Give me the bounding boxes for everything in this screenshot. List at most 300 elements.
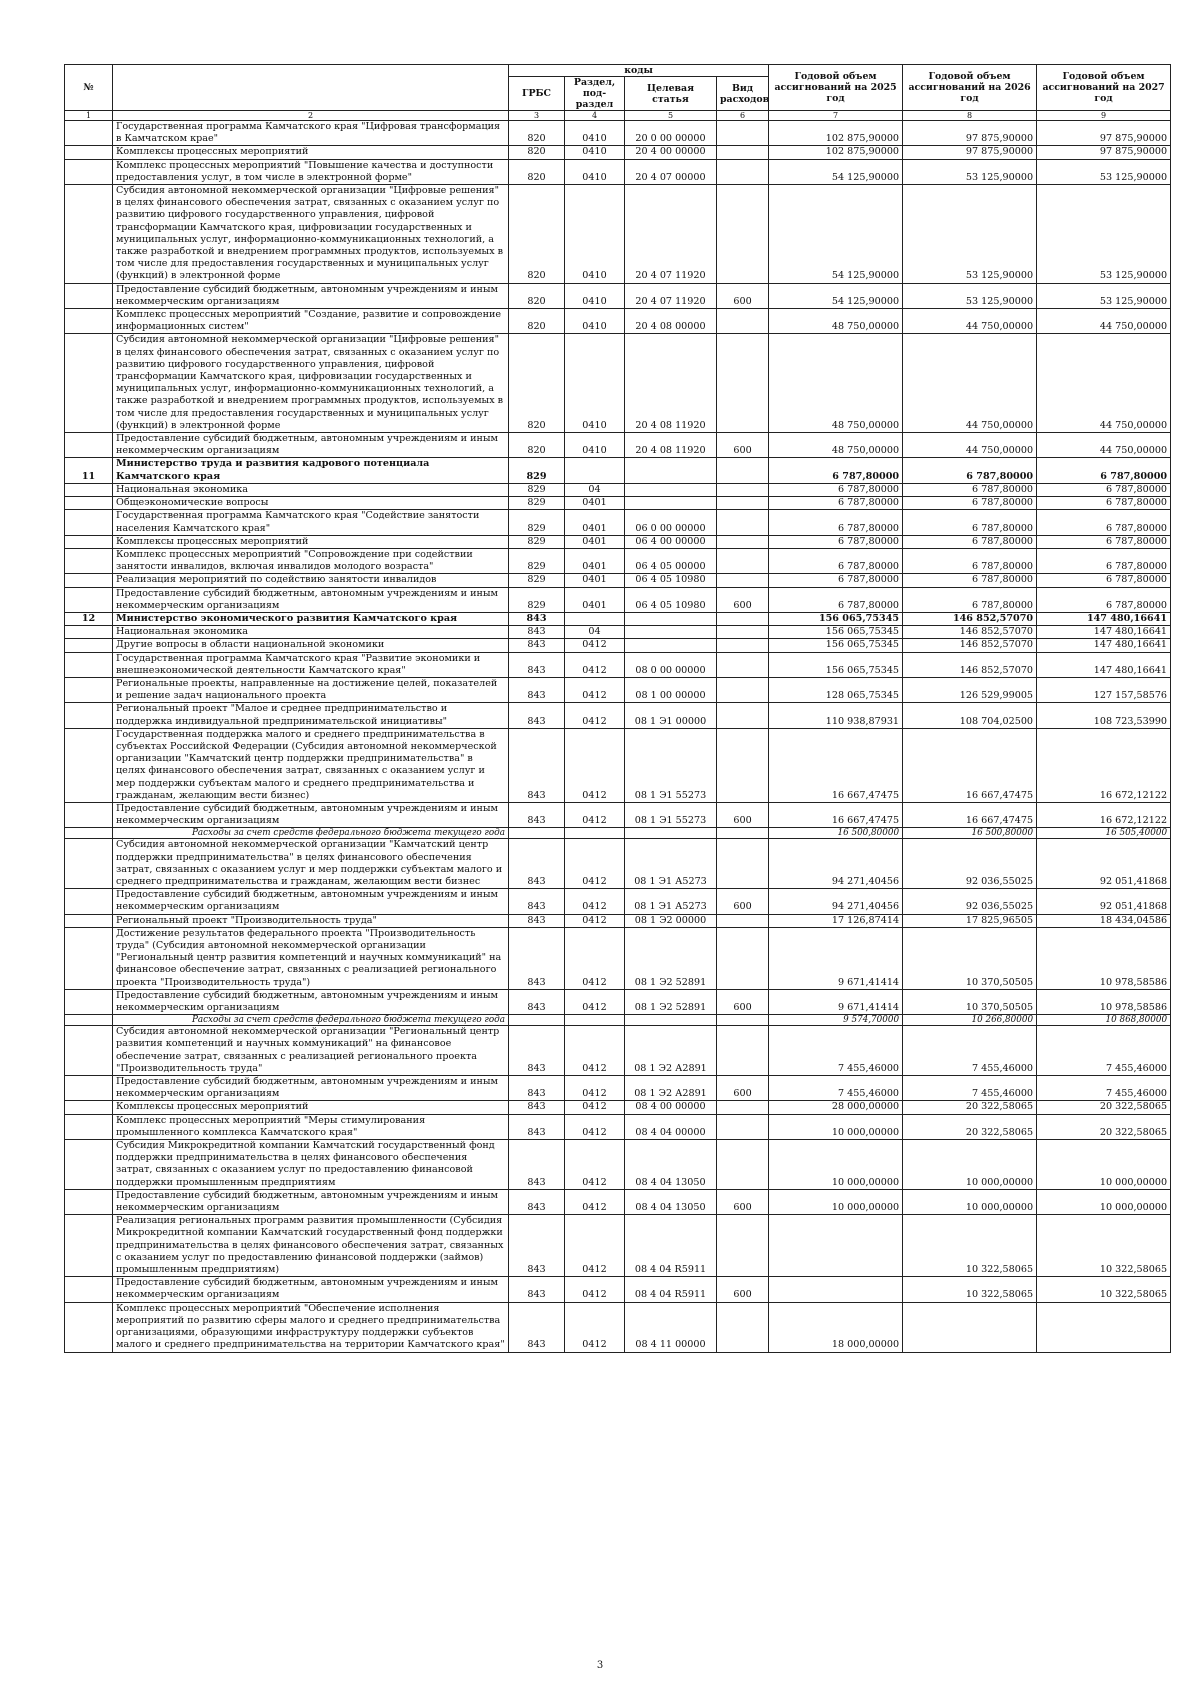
row-number (65, 639, 113, 652)
table-body (65, 121, 1171, 1353)
row-2025: 6 787,80000 (769, 587, 903, 612)
header-section: Раздел, под-раздел (565, 77, 625, 111)
row-kind: 600 (717, 889, 769, 914)
row-number (65, 1101, 113, 1114)
row-2027: 6 787,80000 (1037, 497, 1171, 510)
table-row (65, 889, 1171, 914)
row-2027: 147 480,16641 (1037, 612, 1171, 625)
row-grbs: 843 (509, 989, 565, 1014)
table-row (65, 802, 1171, 827)
row-2025: 54 125,90000 (769, 283, 903, 308)
row-grbs: 843 (509, 889, 565, 914)
row-2025: 28 000,00000 (769, 1101, 903, 1114)
table-row (65, 159, 1171, 184)
row-kind (717, 159, 769, 184)
row-2025: 6 787,80000 (769, 574, 903, 587)
table-row (65, 146, 1171, 159)
row-2026: 146 852,57070 (903, 626, 1037, 639)
index-cell: 8 (903, 111, 1037, 121)
row-target: 20 0 00 00000 (625, 121, 717, 146)
row-2027: 44 750,00000 (1037, 309, 1171, 334)
row-grbs: 820 (509, 159, 565, 184)
table-row (65, 497, 1171, 510)
row-2025: 6 787,80000 (769, 510, 903, 535)
header-2027: Годовой объем ассигнований на 2027 год (1037, 65, 1171, 111)
row-section: 0410 (565, 433, 625, 458)
row-grbs: 829 (509, 587, 565, 612)
row-number (65, 483, 113, 496)
row-grbs: 843 (509, 1076, 565, 1101)
row-grbs: 843 (509, 1101, 565, 1114)
row-2027: 16 672,12122 (1037, 802, 1171, 827)
row-section: 0401 (565, 510, 625, 535)
row-number (65, 1215, 113, 1277)
row-target: 08 4 11 00000 (625, 1302, 717, 1352)
row-name: Общеэкономические вопросы (113, 497, 509, 510)
row-kind (717, 510, 769, 535)
row-name: Государственная программа Камчатского края "Развитие экономики и внешнеэкономической деятельности Камчатского края" (113, 652, 509, 677)
row-section: 0412 (565, 1114, 625, 1139)
row-2026: 97 875,90000 (903, 146, 1037, 159)
row-2025: 16 667,47475 (769, 802, 903, 827)
row-name: Предоставление субсидий бюджетным, автономным учреждениям и иным некоммерческим организациям (113, 1277, 509, 1302)
row-kind (717, 1140, 769, 1190)
table-row (65, 1140, 1171, 1190)
row-target: 08 4 00 00000 (625, 1101, 717, 1114)
row-name: Субсидия Микрокредитной компании Камчатский государственный фонд поддержки предпринимательства в целях финансового обеспечения затрат, связанных с оказанием услуг по предоставлению финансовой поддержки промышленным предприятиям (113, 1140, 509, 1190)
row-2025: 18 000,00000 (769, 1302, 903, 1352)
row-target (625, 497, 717, 510)
row-2027: 92 051,41868 (1037, 889, 1171, 914)
row-2027: 147 480,16641 (1037, 639, 1171, 652)
header-2025: Годовой объем ассигнований на 2025 год (769, 65, 903, 111)
row-2026: 17 825,96505 (903, 914, 1037, 927)
row-kind (717, 914, 769, 927)
table-row (65, 1189, 1171, 1214)
row-target: 08 1 Э2 А2891 (625, 1076, 717, 1101)
row-name: Комплекс процессных мероприятий "Повышение качества и доступности предоставления услуг, в том числе в электронной форме" (113, 159, 509, 184)
row-target: 06 0 00 00000 (625, 510, 717, 535)
row-number (65, 433, 113, 458)
row-name: Комплексы процессных мероприятий (113, 535, 509, 548)
budget-sheet (64, 64, 1170, 1353)
row-2027: 6 787,80000 (1037, 548, 1171, 573)
row-name: Государственная поддержка малого и среднего предпринимательства в субъектах Российской Федерации (Субсидия автономной некоммерческой организации "Камчатский центр поддержки предпринимательства" в целях финансового обеспечения затрат, связанных с оказанием услуг и мер поддержки субъектам малого и среднего предпринимательства и гражданам, желающим вести бизнес) (113, 728, 509, 802)
row-kind (717, 1015, 769, 1026)
row-number (65, 1277, 113, 1302)
row-number: 11 (65, 458, 113, 483)
row-target: 20 4 07 11920 (625, 283, 717, 308)
row-2027: 6 787,80000 (1037, 535, 1171, 548)
row-2025 (769, 1215, 903, 1277)
row-name: Реализация мероприятий по содействию занятости инвалидов (113, 574, 509, 587)
row-kind: 600 (717, 802, 769, 827)
row-2026: 20 322,58065 (903, 1114, 1037, 1139)
table-row (65, 510, 1171, 535)
row-target: 08 4 04 R5911 (625, 1277, 717, 1302)
row-grbs: 843 (509, 703, 565, 728)
row-section: 0412 (565, 1026, 625, 1076)
row-2025: 6 787,80000 (769, 548, 903, 573)
row-section: 0401 (565, 497, 625, 510)
header-target: Целевая статья (625, 77, 717, 111)
row-target: 20 4 00 00000 (625, 146, 717, 159)
row-2027: 10 978,58586 (1037, 927, 1171, 989)
row-2026: 6 787,80000 (903, 510, 1037, 535)
row-name: Региональный проект "Производительность труда" (113, 914, 509, 927)
row-grbs: 843 (509, 802, 565, 827)
header-name (113, 65, 509, 111)
row-2025: 48 750,00000 (769, 433, 903, 458)
row-2026: 6 787,80000 (903, 574, 1037, 587)
row-number (65, 1015, 113, 1026)
row-number (65, 334, 113, 433)
federal-funds-row (65, 1015, 1171, 1026)
row-target (625, 458, 717, 483)
row-grbs: 843 (509, 1302, 565, 1352)
table-row (65, 914, 1171, 927)
row-target: 20 4 07 00000 (625, 159, 717, 184)
row-2026: 10 370,50505 (903, 989, 1037, 1014)
row-2026: 16 667,47475 (903, 802, 1037, 827)
row-2027: 44 750,00000 (1037, 433, 1171, 458)
row-number (65, 1140, 113, 1190)
row-number (65, 1026, 113, 1076)
row-2027: 20 322,58065 (1037, 1114, 1171, 1139)
row-name: Предоставление субсидий бюджетным, автономным учреждениям и иным некоммерческим организациям (113, 889, 509, 914)
row-number (65, 989, 113, 1014)
table-row (65, 639, 1171, 652)
row-2027: 10 000,00000 (1037, 1140, 1171, 1190)
row-2025: 48 750,00000 (769, 309, 903, 334)
row-grbs: 820 (509, 309, 565, 334)
row-kind (717, 483, 769, 496)
row-kind (717, 1101, 769, 1114)
row-target: 08 1 Э1 А5273 (625, 839, 717, 889)
row-section: 0412 (565, 914, 625, 927)
row-2026: 44 750,00000 (903, 334, 1037, 433)
row-number (65, 889, 113, 914)
row-name: Предоставление субсидий бюджетным, автономным учреждениям и иным некоммерческим организациям (113, 587, 509, 612)
row-grbs (509, 1015, 565, 1026)
row-target: 08 1 Э1 55273 (625, 802, 717, 827)
row-2025: 6 787,80000 (769, 483, 903, 496)
row-2025: 102 875,90000 (769, 121, 903, 146)
page-number: 3 (596, 1660, 604, 1671)
table-row (65, 1277, 1171, 1302)
row-target (625, 626, 717, 639)
row-2025: 110 938,87931 (769, 703, 903, 728)
row-target (625, 828, 717, 839)
header-2026: Годовой объем ассигнований на 2026 год (903, 65, 1037, 111)
row-section: 0410 (565, 185, 625, 284)
budget-table (64, 64, 1171, 1353)
row-2027: 108 723,53990 (1037, 703, 1171, 728)
row-2025: 16 667,47475 (769, 728, 903, 802)
row-number (65, 703, 113, 728)
row-section: 0412 (565, 703, 625, 728)
row-2026: 10 000,00000 (903, 1189, 1037, 1214)
row-2025: 48 750,00000 (769, 334, 903, 433)
table-row (65, 626, 1171, 639)
row-name: Предоставление субсидий бюджетным, автономным учреждениям и иным некоммерческим организациям (113, 1189, 509, 1214)
row-name: Государственная программа Камчатского края "Содействие занятости населения Камчатского края" (113, 510, 509, 535)
header-num: № (65, 65, 113, 111)
row-2027: 6 787,80000 (1037, 510, 1171, 535)
row-section: 0412 (565, 1215, 625, 1277)
row-grbs: 829 (509, 535, 565, 548)
row-2025: 6 787,80000 (769, 458, 903, 483)
row-2026: 10 322,58065 (903, 1215, 1037, 1277)
row-2026: 44 750,00000 (903, 309, 1037, 334)
row-number (65, 927, 113, 989)
table-row (65, 612, 1171, 625)
row-2027 (1037, 1302, 1171, 1352)
index-cell: 5 (625, 111, 717, 121)
row-grbs: 843 (509, 839, 565, 889)
row-2026: 16 500,80000 (903, 828, 1037, 839)
row-target: 08 4 04 R5911 (625, 1215, 717, 1277)
row-section (565, 458, 625, 483)
row-2026: 16 667,47475 (903, 728, 1037, 802)
row-section: 0412 (565, 839, 625, 889)
row-target: 08 4 04 00000 (625, 1114, 717, 1139)
row-name: Комплекс процессных мероприятий "Создание, развитие и сопровождение информационных систем" (113, 309, 509, 334)
table-row (65, 1076, 1171, 1101)
row-name: Предоставление субсидий бюджетным, автономным учреждениям и иным некоммерческим организациям (113, 989, 509, 1014)
row-kind (717, 535, 769, 548)
row-kind (717, 1215, 769, 1277)
row-section: 0412 (565, 728, 625, 802)
row-target: 08 1 Э1 55273 (625, 728, 717, 802)
table-row (65, 1026, 1171, 1076)
row-grbs: 843 (509, 1114, 565, 1139)
row-2027: 127 157,58576 (1037, 677, 1171, 702)
row-name: Субсидия автономной некоммерческой организации "Камчатский центр поддержки предпринимательства" в целях финансового обеспечения затрат, связанных с оказанием услуг и мер поддержки субъектам малого и среднего предпринимательства и гражданам, желающим вести бизнес (113, 839, 509, 889)
row-target: 08 4 04 13050 (625, 1140, 717, 1190)
row-kind: 600 (717, 283, 769, 308)
row-2027: 53 125,90000 (1037, 185, 1171, 284)
row-target: 20 4 07 11920 (625, 185, 717, 284)
row-2026: 146 852,57070 (903, 612, 1037, 625)
row-kind: 600 (717, 587, 769, 612)
row-target: 06 4 00 00000 (625, 535, 717, 548)
table-row (65, 1215, 1171, 1277)
row-name: Национальная экономика (113, 483, 509, 496)
row-section: 0412 (565, 1277, 625, 1302)
table-row (65, 334, 1171, 433)
row-2026: 53 125,90000 (903, 159, 1037, 184)
row-name: Государственная программа Камчатского края "Цифровая трансформация в Камчатском крае" (113, 121, 509, 146)
row-name: Комплекс процессных мероприятий "Сопровождение при содействии занятости инвалидов, включая инвалидов молодого возраста" (113, 548, 509, 573)
row-2026: 6 787,80000 (903, 587, 1037, 612)
row-target (625, 639, 717, 652)
row-target: 08 1 00 00000 (625, 677, 717, 702)
table-row (65, 677, 1171, 702)
row-name: Предоставление субсидий бюджетным, автономным учреждениям и иным некоммерческим организациям (113, 1076, 509, 1101)
row-number (65, 652, 113, 677)
row-2025: 94 271,40456 (769, 889, 903, 914)
row-2027: 147 480,16641 (1037, 652, 1171, 677)
row-section: 0412 (565, 652, 625, 677)
row-2026: 10 322,58065 (903, 1277, 1037, 1302)
row-2025: 54 125,90000 (769, 185, 903, 284)
row-name: Реализация региональных программ развития промышленности (Субсидия Микрокредитной компании Камчатский государственный фонд поддержки предпринимательства в целях финансового обеспечения затрат, связанных с оказанием услуг по предоставлению финансовой поддержки (займов) промышленным предприятиям) (113, 1215, 509, 1277)
row-name: Региональные проекты, направленные на достижение целей, показателей и решение задач национального проекта (113, 677, 509, 702)
row-grbs: 843 (509, 728, 565, 802)
row-kind (717, 677, 769, 702)
table-row (65, 703, 1171, 728)
row-2025: 9 671,41414 (769, 927, 903, 989)
row-name: Комплексы процессных мероприятий (113, 146, 509, 159)
row-grbs: 829 (509, 510, 565, 535)
table-row (65, 1114, 1171, 1139)
row-section (565, 828, 625, 839)
row-2027: 97 875,90000 (1037, 146, 1171, 159)
row-grbs: 820 (509, 121, 565, 146)
index-cell: 6 (717, 111, 769, 121)
row-section: 0410 (565, 159, 625, 184)
row-grbs: 829 (509, 483, 565, 496)
row-kind: 600 (717, 989, 769, 1014)
row-kind: 600 (717, 1277, 769, 1302)
row-name: Национальная экономика (113, 626, 509, 639)
row-name: Достижение результатов федерального проекта "Производительность труда" (Субсидия автономной некоммерческой организации "Региональный центр развития компетенций и научных коммуникаций" на финансовое обеспечение затрат, связанных с реализацией регионального проекта "Производительность труда") (113, 927, 509, 989)
row-number (65, 510, 113, 535)
row-2027: 53 125,90000 (1037, 283, 1171, 308)
row-2026: 97 875,90000 (903, 121, 1037, 146)
row-target (625, 612, 717, 625)
row-2025: 6 787,80000 (769, 497, 903, 510)
row-section: 0412 (565, 1302, 625, 1352)
row-2026: 146 852,57070 (903, 652, 1037, 677)
row-number: 12 (65, 612, 113, 625)
row-2027: 53 125,90000 (1037, 159, 1171, 184)
row-target: 08 1 Э1 00000 (625, 703, 717, 728)
row-2027: 10 322,58065 (1037, 1277, 1171, 1302)
row-grbs: 829 (509, 548, 565, 573)
table-row (65, 185, 1171, 284)
row-2027: 6 787,80000 (1037, 574, 1171, 587)
row-target: 06 4 05 10980 (625, 574, 717, 587)
row-2027: 7 455,46000 (1037, 1026, 1171, 1076)
row-2025: 9 671,41414 (769, 989, 903, 1014)
row-2027: 147 480,16641 (1037, 626, 1171, 639)
row-number (65, 1076, 113, 1101)
row-section: 0410 (565, 283, 625, 308)
row-target: 08 1 Э2 А2891 (625, 1026, 717, 1076)
row-2025: 9 574,70000 (769, 1015, 903, 1026)
row-section: 0412 (565, 639, 625, 652)
table-row (65, 839, 1171, 889)
row-number (65, 283, 113, 308)
table-row (65, 483, 1171, 496)
row-2025: 7 455,46000 (769, 1076, 903, 1101)
row-grbs: 843 (509, 677, 565, 702)
row-number (65, 185, 113, 284)
row-section: 04 (565, 626, 625, 639)
row-grbs: 843 (509, 626, 565, 639)
row-name: Субсидия автономной некоммерческой организации "Цифровые решения" в целях финансового обеспечения затрат, связанных с оказанием услуг по развитию цифрового государственного управления, цифровой трансформации Камчатского края, цифровизации государственных и муниципальных услуг, информационно-коммуникационных технологий, а также разработкой и внедрением программных продуктов, используемых в том числе для предоставления государственных и муниципальных услуг (функций) в электронной форме (113, 185, 509, 284)
row-number (65, 1189, 113, 1214)
row-number (65, 309, 113, 334)
row-number (65, 535, 113, 548)
row-target: 08 1 Э2 52891 (625, 927, 717, 989)
index-cell: 9 (1037, 111, 1171, 121)
row-2025: 156 065,75345 (769, 652, 903, 677)
row-number (65, 626, 113, 639)
row-section: 0401 (565, 535, 625, 548)
row-section: 0412 (565, 989, 625, 1014)
index-cell: 3 (509, 111, 565, 121)
row-2027: 6 787,80000 (1037, 587, 1171, 612)
row-kind: 600 (717, 1076, 769, 1101)
row-2026: 146 852,57070 (903, 639, 1037, 652)
row-section: 0401 (565, 548, 625, 573)
row-2027: 97 875,90000 (1037, 121, 1171, 146)
row-number (65, 121, 113, 146)
row-section: 0401 (565, 574, 625, 587)
row-2025: 17 126,87414 (769, 914, 903, 927)
row-kind (717, 309, 769, 334)
row-section: 04 (565, 483, 625, 496)
table-row (65, 309, 1171, 334)
row-2026: 6 787,80000 (903, 483, 1037, 496)
row-2027: 10 000,00000 (1037, 1189, 1171, 1214)
row-name: Субсидия автономной некоммерческой организации "Региональный центр развития компетенций и научных коммуникаций" на финансовое обеспечение затрат, связанных с реализацией регионального проекта "Производительность труда" (113, 1026, 509, 1076)
row-2027: 6 787,80000 (1037, 483, 1171, 496)
header-grbs: ГРБС (509, 77, 565, 111)
row-kind: 600 (717, 1189, 769, 1214)
row-number (65, 587, 113, 612)
row-number (65, 802, 113, 827)
header-codes: коды (509, 65, 769, 77)
row-section: 0412 (565, 927, 625, 989)
row-2027: 16 505,40000 (1037, 828, 1171, 839)
row-2026: 44 750,00000 (903, 433, 1037, 458)
row-target: 06 4 05 00000 (625, 548, 717, 573)
row-number (65, 828, 113, 839)
row-2025: 156 065,75345 (769, 626, 903, 639)
row-name: Комплексы процессных мероприятий (113, 1101, 509, 1114)
row-grbs: 820 (509, 334, 565, 433)
row-2025: 102 875,90000 (769, 146, 903, 159)
table-row (65, 283, 1171, 308)
row-grbs: 820 (509, 283, 565, 308)
row-grbs: 820 (509, 185, 565, 284)
row-section: 0412 (565, 802, 625, 827)
row-2027: 7 455,46000 (1037, 1076, 1171, 1101)
row-2026: 6 787,80000 (903, 458, 1037, 483)
row-grbs: 843 (509, 1215, 565, 1277)
row-2027: 6 787,80000 (1037, 458, 1171, 483)
row-number (65, 1302, 113, 1352)
federal-funds-row (65, 828, 1171, 839)
row-name: Другие вопросы в области национальной экономики (113, 639, 509, 652)
row-2026: 6 787,80000 (903, 548, 1037, 573)
row-2026: 92 036,55025 (903, 889, 1037, 914)
row-number (65, 914, 113, 927)
row-grbs: 843 (509, 612, 565, 625)
row-kind (717, 146, 769, 159)
row-section: 0401 (565, 587, 625, 612)
row-2027: 10 322,58065 (1037, 1215, 1171, 1277)
table-row (65, 728, 1171, 802)
table-row (65, 1101, 1171, 1114)
table-row (65, 535, 1171, 548)
row-target (625, 483, 717, 496)
row-name: Предоставление субсидий бюджетным, автономным учреждениям и иным некоммерческим организациям (113, 802, 509, 827)
